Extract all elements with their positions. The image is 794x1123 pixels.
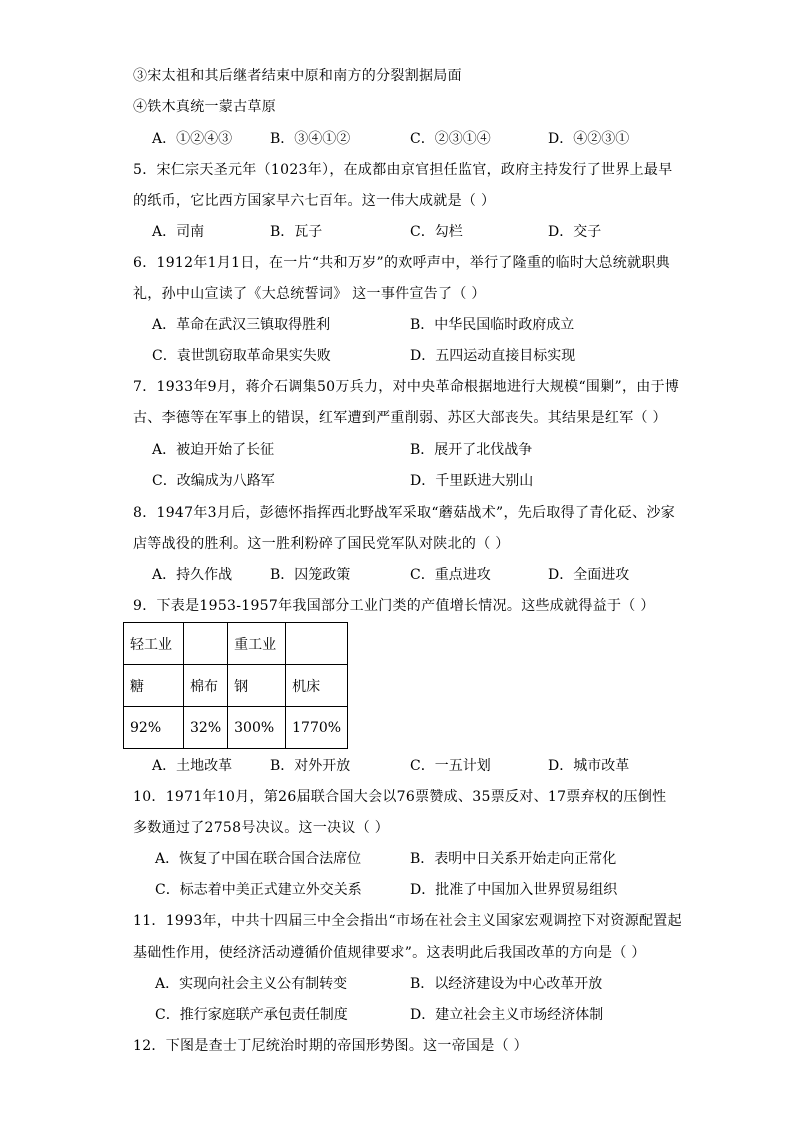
question-11-option-a: A．实现向社会主义公有制转变	[155, 976, 348, 992]
question-7-option-d: D．千里跃进大别山	[410, 473, 534, 489]
table-header-light-industry: 轻工业	[124, 623, 184, 665]
question-8-option-d: D．全面进攻	[548, 567, 630, 583]
question-6-option-b: B．中华民国临时政府成立	[410, 317, 575, 333]
question-5-stem-line-2: 的纸币，它比西方国家早六七百年。这一伟大成就是（ ）	[133, 193, 496, 209]
table-cell-item: 棉布	[184, 665, 228, 707]
question-8-option-a: A．持久作战	[152, 567, 233, 583]
industry-growth-table	[123, 622, 348, 749]
question-11-stem-line-2: 基础性作用，使经济活动遵循价值规律要求”。这表明此后我国改革的方向是（ ）	[133, 945, 646, 961]
question-10-option-b: B．表明中日关系开始走向正常化	[410, 851, 617, 867]
table-cell-item: 机床	[286, 665, 348, 707]
question-5-option-d: D．交子	[548, 224, 602, 240]
table-cell-item: 钢	[228, 665, 286, 707]
question-11-option-d: D．建立社会主义市场经济体制	[410, 1007, 604, 1023]
table-cell-value: 300%	[228, 707, 286, 749]
question-12-stem: 12．下图是查士丁尼统治时期的帝国形势图。这一帝国是（ ）	[133, 1038, 528, 1054]
question-8-option-b: B．囚笼政策	[270, 567, 351, 583]
question-11-option-c: C．推行家庭联产承包责任制度	[155, 1007, 348, 1023]
question-4-option-c: C．②③①④	[410, 131, 491, 147]
question-6-stem-line-1: 6．1912年1月1日，在一片“共和万岁”的欢呼声中，举行了隆重的临时大总统就职典	[133, 255, 670, 271]
table-header-cell	[286, 623, 348, 665]
question-7-stem-line-1: 7．1933年9月，蒋介石调集50万兵力，对中央革命根据地进行大规模“围剿”，由于博	[133, 379, 680, 395]
question-10-option-c: C．标志着中美正式建立外交关系	[155, 882, 362, 898]
question-6-option-d: D．五四运动直接目标实现	[410, 348, 576, 364]
question-8-stem-line-2: 店等战役的胜利。这一胜利粉碎了国民党军队对陕北的（ ）	[133, 536, 510, 552]
question-7-stem-line-2: 古、李德等在军事上的错误，红军遭到严重削弱、苏区大部丧失。其结果是红军（ ）	[133, 410, 667, 426]
question-4-option-a: A．①②④③	[152, 131, 233, 147]
question-10-option-a: A．恢复了中国在联合国合法席位	[155, 851, 362, 867]
question-5-option-c: C．勾栏	[410, 224, 463, 240]
table-cell-value: 32%	[184, 707, 228, 749]
question-8-option-c: C．重点进攻	[410, 567, 491, 583]
question-4-item-4: ④铁木真统一蒙古草原	[133, 99, 276, 115]
question-5-stem-line-1: 5．宋仁宗天圣元年（1023年），在成都由京官担任监官，政府主持发行了世界上最早	[133, 162, 673, 178]
table-row	[124, 665, 348, 707]
table-row	[124, 623, 348, 665]
question-10-stem-line-2: 多数通过了2758号决议。这一决议（ ）	[133, 820, 390, 836]
question-9-option-d: D．城市改革	[548, 758, 630, 774]
question-4-item-3: ③宋太祖和其后继者结束中原和南方的分裂割据局面	[133, 68, 462, 84]
question-6-stem-line-2: 礼，孙中山宣读了《大总统誓词》 这一事件宣告了（ ）	[133, 286, 486, 302]
question-4-option-d: D．④②③①	[548, 131, 630, 147]
question-5-option-a: A．司南	[152, 224, 205, 240]
question-7-option-b: B．展开了北伐战争	[410, 442, 533, 458]
question-10-stem-line-1: 10．1971年10月，第26届联合国大会以76票赞成、35票反对、17票弃权的压倒性	[133, 789, 667, 805]
table-header-cell	[184, 623, 228, 665]
table-cell-item: 糖	[124, 665, 184, 707]
question-11-stem-line-1: 11．1993年，中共十四届三中全会指出“市场在社会主义国家宏观调控下对资源配置起	[133, 913, 682, 929]
table-header-heavy-industry: 重工业	[228, 623, 286, 665]
question-9-option-b: B．对外开放	[270, 758, 351, 774]
question-6-option-a: A．革命在武汉三镇取得胜利	[152, 317, 331, 333]
question-4-option-b: B．③④①②	[270, 131, 351, 147]
question-7-option-a: A．被迫开始了长征	[152, 442, 275, 458]
question-9-option-a: A．土地改革	[152, 758, 233, 774]
table-row	[124, 707, 348, 749]
question-7-option-c: C．改编成为八路军	[152, 473, 275, 489]
question-6-option-c: C．袁世凯窃取革命果实失败	[152, 348, 331, 364]
question-11-option-b: B．以经济建设为中心改革开放	[410, 976, 603, 992]
question-9-stem: 9．下表是1953-1957年我国部分工业门类的产值增长情况。这些成就得益于（ ）	[133, 598, 655, 614]
question-9-option-c: C．一五计划	[410, 758, 491, 774]
question-5-option-b: B．瓦子	[270, 224, 323, 240]
table-cell-value: 92%	[124, 707, 184, 749]
question-8-stem-line-1: 8．1947年3月后，彭德怀指挥西北野战军采取“蘑菇战术”，先后取得了青化砭、沙家	[133, 505, 676, 521]
table-cell-value: 1770%	[286, 707, 348, 749]
question-10-option-d: D．批准了中国加入世界贸易组织	[410, 882, 618, 898]
